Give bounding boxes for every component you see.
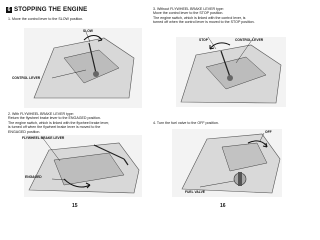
label-off: OFF — [265, 130, 272, 134]
page-number-left: 15 — [72, 203, 78, 209]
step-4-text: 4. Turn the fuel valve to the OFF position. — [153, 121, 219, 125]
section-number-badge: 6 — [7, 7, 11, 13]
illustration-flywheel-brake-lever — [24, 135, 142, 197]
illustration-fuel-valve — [172, 129, 282, 197]
label-fuel-valve: FUEL VALVE — [185, 190, 205, 194]
label-stop: STOP — [199, 38, 208, 42]
label-control-lever-left: CONTROL LEVER — [12, 76, 41, 80]
page-number-right: 16 — [220, 203, 226, 209]
label-slow: SLOW — [83, 29, 93, 33]
step-2-text: 2. With FLYWHEEL BRAKE LEVER type: Return the flywheel brake lever to the ENGAGED position. The engine switch, which is linked with the flywheel brake lever, is turned off when the flywheel brake lever is moved to the ENGAGED position. — [8, 112, 110, 134]
label-engaged: ENGAGED — [25, 175, 42, 179]
step-1-text: 1. Move the control lever to the SLOW position. — [8, 17, 84, 21]
illustration-control-lever-stop — [176, 37, 286, 107]
illustration-control-lever-slow — [24, 28, 142, 108]
step-3-text: 3. Without FLYWHEEL BRAKE LEVER type: Move the control lever to the STOP position. The engine switch, which is linked with the control lever, is turned off when the control lever is moved to the STOP position. — [153, 7, 255, 25]
label-flywheel-brake-lever: FLYWHEEL BRAKE LEVER — [22, 136, 65, 140]
label-control-lever-right: CONTROL LEVER — [235, 38, 264, 42]
section-title: STOPPING THE ENGINE — [14, 6, 88, 13]
